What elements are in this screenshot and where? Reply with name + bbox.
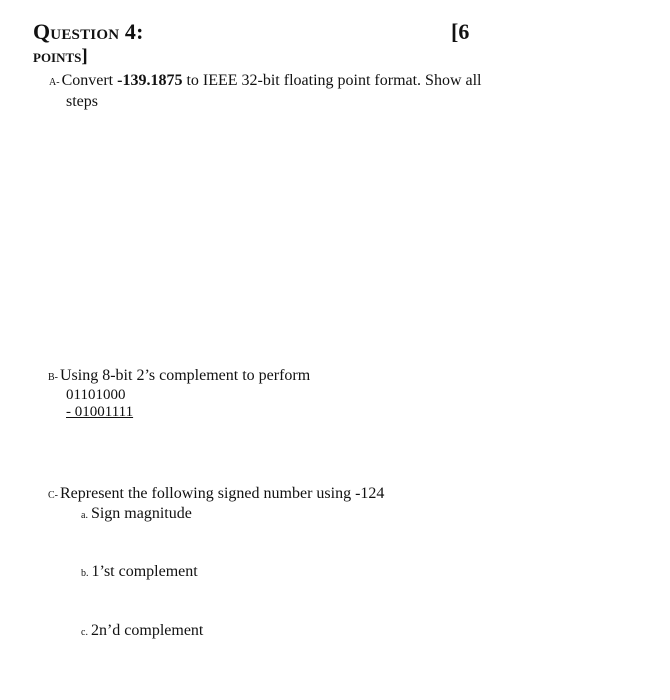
part-c-marker: C- [48, 490, 58, 501]
part-a-continuation: steps [66, 93, 98, 110]
part-a-number: -139.1875 [117, 72, 183, 89]
part-b-prompt [48, 367, 310, 385]
part-c-item-b [81, 563, 198, 581]
part-c-item-c-marker: c. [81, 627, 88, 638]
part-a-text-after: to IEEE 32-bit floating point format. Show all [182, 72, 482, 89]
part-a-marker: A- [49, 77, 60, 88]
part-a-prompt [49, 72, 482, 90]
part-c-item-c [81, 622, 203, 640]
part-c-item-b-marker: b. [81, 568, 89, 579]
part-b-text: Using 8-bit 2’s complement to perform [60, 367, 311, 384]
part-c-item-a [81, 505, 192, 523]
part-c-prompt [48, 485, 384, 503]
part-b-operand-1: 01101000 [66, 387, 126, 403]
points-label-close: points] [33, 46, 88, 67]
points-label-open: [6 [451, 19, 470, 44]
question-title: Question 4: [33, 19, 144, 44]
part-b-operand-2-text: - 01001111 [66, 404, 134, 420]
part-b-operand-2 [66, 404, 133, 421]
part-c-item-b-label: 1’st complement [91, 563, 198, 580]
part-c-item-c-label: 2n’d complement [90, 622, 204, 639]
part-c-text: Represent the following signed number using -124 [60, 485, 385, 502]
part-a-text-before: Convert [61, 72, 118, 89]
part-c-item-a-label: Sign magnitude [90, 505, 192, 522]
part-c-item-a-marker: a. [81, 510, 88, 521]
part-b-marker: B- [48, 372, 58, 383]
